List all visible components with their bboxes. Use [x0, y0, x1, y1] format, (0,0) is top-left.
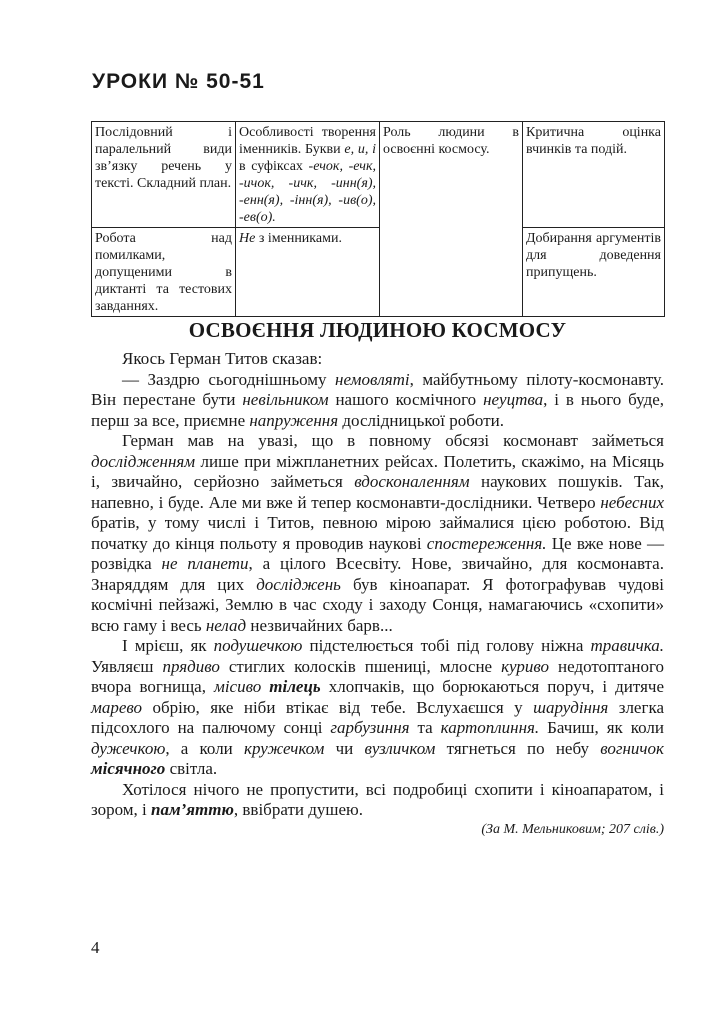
text-run: Якось Герман Титов сказав:: [122, 349, 323, 368]
italic-word: шарудіння: [533, 697, 609, 717]
italic-word: дужечкою: [91, 738, 166, 758]
italic-word: куриво: [501, 656, 550, 676]
italic-word: марево: [91, 697, 143, 717]
text-run: обрію, яке ніби втікає від тебе. Вслухаєшся у: [142, 697, 534, 717]
italic-word: гарбузиння: [330, 718, 410, 737]
italic-word: небесних: [600, 492, 664, 512]
text-run: Це вже нове — розвідка: [91, 533, 664, 573]
text-run: , ввібрати душею.: [233, 800, 363, 819]
paragraph: [91, 349, 664, 370]
table-cell: Послідовний і паралельний види зв’язку речень у тексті. Складний план.: [92, 122, 236, 228]
italic-word: травичка.: [590, 636, 664, 655]
text-run: дослідницької роботи.: [338, 410, 504, 430]
text-run: — Заздрю сьогоднішньому: [122, 369, 336, 389]
paragraph: [91, 431, 664, 636]
italic-word: не планети: [161, 554, 249, 573]
text-run: лише при міжпланетних рейсах. Полетить, скажімо, на Місяць і, звичайно, серйозно займеться: [91, 451, 664, 491]
article-title: ОСВОЄННЯ ЛЮДИНОЮ КОСМОСУ: [188, 318, 567, 342]
italic-word: досліджень: [256, 574, 341, 594]
page-number: 4: [91, 938, 100, 957]
text-run: був кіноапарат. Я фотографував чудові космічні пейзажі, Землю в час сходу і заходу Сонця, намагаючись «схопити» всю гаму і весь: [91, 574, 664, 635]
text-run: Особливості творення іменників. Букви: [239, 125, 376, 157]
text-run: в суфіксах: [239, 159, 309, 174]
lesson-heading: УРОКИ № 50-51: [92, 70, 265, 93]
text-run: Уявляєш: [91, 656, 163, 676]
table-cell: Робота над помилками, допущеними в диктанті та тестових завданнях.: [92, 228, 236, 317]
paragraph: [91, 370, 664, 432]
emphasized-word: пам’яттю: [151, 800, 234, 819]
table-cell: Критична оцінка вчинків та подій.: [523, 122, 665, 228]
text-run: І мрієш, як: [122, 636, 214, 655]
text-run: підстелюється тобі під голову ніжна: [302, 636, 591, 655]
italic-word: е, и, і: [344, 142, 376, 157]
table-row: [92, 228, 665, 317]
text-run: , а коли: [165, 738, 244, 758]
emphasized-word: тілець: [269, 677, 321, 696]
paragraph: [91, 636, 664, 780]
italic-word: невільником: [242, 390, 329, 409]
text-run: , і в нього буде, перш за все, приємне: [91, 390, 665, 430]
italic-word: Не: [239, 231, 256, 246]
table-cell: [236, 228, 380, 317]
italic-word: кружечком: [244, 738, 325, 758]
italic-word: картоплиння.: [440, 718, 540, 737]
text-run: Хотілося нічого не пропустити, всі подробиці схопити і кіноапаратом, і зором, і: [91, 779, 664, 819]
italic-word: нелад: [205, 615, 247, 635]
italic-word: спостереження.: [426, 533, 547, 553]
text-run: стиглих колосків пшениці, млосне: [219, 656, 502, 676]
text-run: хлопчаків, що борюкаються поруч, і дитяче: [320, 677, 664, 696]
text-run: чи: [324, 738, 365, 758]
italic-word: дослідженням: [91, 451, 196, 471]
italic-word: подушечкою: [213, 636, 303, 655]
text-run: , а цілого Всесвіту. Нове, звичайно, для космонавта. Знаряддям для цих: [91, 554, 664, 594]
text-run: злегка підсохлого на палючому сонці: [91, 697, 665, 737]
paragraph: [91, 780, 664, 821]
text-run: нашого космічного: [328, 390, 484, 409]
table-row: [92, 122, 665, 228]
lesson-plan-table: [91, 121, 665, 317]
text-run: незвичайних барв...: [246, 615, 393, 635]
text-run: Бачиш, як коли: [539, 718, 665, 737]
italic-word: вогничок: [600, 738, 664, 758]
attribution: (За М. Мельниковим; 207 слів.): [481, 821, 664, 837]
text-run: братів, у тому числі і Титов, певною мірою займалися цією роботою. Від початку до кінця польоту я проводив наукові: [91, 513, 664, 553]
dictation-text: [91, 318, 664, 839]
table-cell: Роль людини в освоєнні космосу.: [380, 122, 523, 317]
text-run: світла.: [165, 759, 218, 778]
text-run: з іменниками.: [255, 231, 342, 246]
italic-word: вузличком: [364, 738, 436, 758]
italic-word: неуцтва: [483, 390, 544, 409]
text-run: тягнеться по небу: [435, 738, 601, 758]
table-cell: [236, 122, 380, 228]
italic-word: -ечок, -ечк, -ичок, -ичк, -инн(я), -енн(я), -інн(я), -ив(о), -ев(о).: [239, 159, 376, 225]
italic-word: напруження: [249, 410, 339, 430]
text-run: недотоптаного вчора вогнища,: [91, 656, 665, 696]
text-run: та: [409, 718, 441, 737]
table-cell: Добирання аргументів для доведення припущень.: [523, 228, 665, 317]
text-run: наукових пошуків. Так, напевно, і буде. Але ми вже й тепер космонавти-дослідники. Четверо: [91, 472, 664, 512]
italic-word: прядиво: [162, 656, 220, 676]
italic-word: вдосконаленням: [354, 472, 470, 491]
emphasized-word: місячного: [91, 759, 166, 778]
italic-word: місиво: [213, 677, 262, 696]
text-run: , майбутньому пілоту-космонавту. Він перестане бути: [91, 369, 664, 409]
italic-word: немовляті: [335, 369, 410, 389]
text-run: Герман мав на увазі, що в повному обсязі космонавт займеться: [122, 431, 664, 450]
